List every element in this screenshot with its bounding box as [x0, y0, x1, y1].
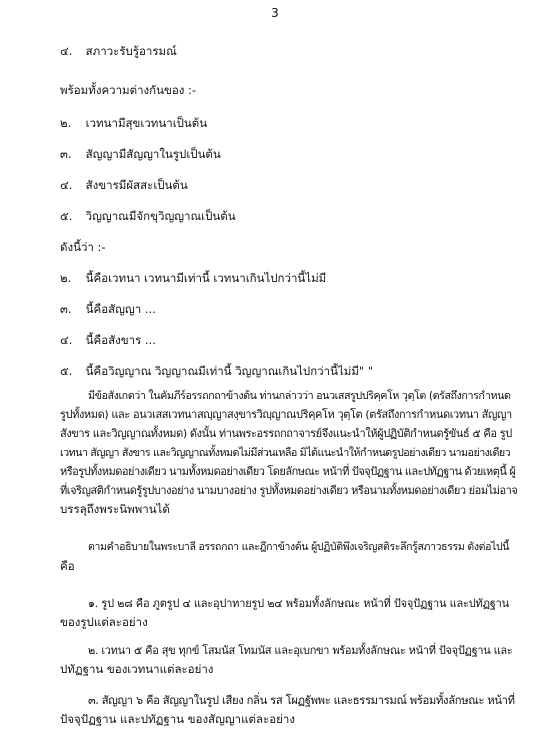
list-text: วิญญาณมีจักขุวิญญาณเป็นต้น [85, 209, 236, 223]
list-item [60, 44, 177, 59]
list-number: ๒. [60, 271, 72, 285]
list-item [60, 333, 156, 348]
enum-line: ปัจจุปัฏฐาน และปทัฏฐาน ของสัญญาแต่ละอย่าง [60, 712, 295, 726]
list-number: ๕. [60, 364, 73, 378]
list-number: ๒. [60, 116, 72, 130]
list-item [60, 302, 156, 317]
enum-line: ๑. รูป ๒๘ คือ ภูตรูป ๔ และอุปาทายรูป ๒๔ พร้อมทั้งลักษณะ หน้าที่ ปัจจุปัฏฐาน และปทัฏฐาน [88, 597, 509, 610]
list-number: ๔. [60, 333, 73, 347]
list-text: สภาวะรับรู้อารมณ์ [85, 44, 177, 58]
list-item [60, 178, 188, 193]
paragraph-line: ตามคำอธิบายในพระบาลี อรรถกถา และฎีกาข้างต้น ผู้ปฏิบัติพึงเจริญสติระลึกรู้สภาวธรรม ดังต่อไปนี้ [88, 541, 510, 553]
list-text: สัญญามีสัญญาในรูปเป็นต้น [85, 147, 221, 161]
paragraph-line: บรรลุถึงพระนิพพานได้ [60, 502, 170, 516]
paragraph-line: เวทนา สัญญา สังขาร และวิญญาณทั้งหมดไม่มีส่วนเหลือ มิได้แนะนำให้กำหนดรูปอย่างเดียว นามอย่างเดียว [60, 446, 511, 459]
paragraph-line: รูปทั้งหมด) และ อนวเสสเวทนาสญฺญาสงฺขารวิญฺญาณปริคฺคโห วุตฺโต (ตรัสถึงการกำหนดเวทนา สัญญา [60, 408, 512, 421]
list-text: นี้คือเวทนา เวทนามีเท่านี้ เวทนาเกินไปกว่านี้ไม่มี [85, 271, 327, 285]
list-item [60, 364, 373, 379]
list-text: เวทนามีสุขเวทนาเป็นต้น [85, 116, 208, 130]
list-item [60, 209, 236, 224]
enum-line: ๒. เวทนา ๕ คือ สุข ทุกข์ โสมนัส โทมนัส และอุเบกขา พร้อมทั้งลักษณะ หน้าที่ ปัจจุปัฏฐาน และ [88, 644, 513, 657]
list-number: ๔. [60, 178, 73, 192]
paragraph-line: ที่เจริญสติกำหนดรู้รูปบางอย่าง นามบางอย่าง รูปทั้งหมดอย่างเดียว หรือนามทั้งหมดอย่างเดียว ย่อมไม่อาจ [60, 484, 518, 497]
paragraph-line: คือ [60, 559, 75, 573]
differences-heading: พร้อมทั้งความต่างกันของ :- [60, 83, 197, 97]
enum-line: ของรูปแต่ละอย่าง [60, 615, 148, 629]
list-text: นี้คือสัญญา ... [85, 302, 156, 316]
thus-heading: ดังนี้ว่า :- [60, 240, 106, 254]
list-text: นี้คือสังขาร ... [85, 333, 156, 347]
list-text: นี้คือวิญญาณ วิญญาณมีเท่านี้ วิญญาณเกินไปกว่านี้ไม่มี" " [85, 364, 374, 378]
list-item [60, 147, 221, 162]
list-text: สังขารมีผัสสะเป็นต้น [85, 178, 188, 192]
paragraph-line: มีข้อสังเกตว่า ในคัมภีร์อรรถกถาข้างต้น ท่านกล่าวว่า อนวเสสรูปปริคฺคโห วุตฺโต (ตรัสถึงการกำหนด [88, 389, 511, 402]
list-number: ๓. [60, 147, 72, 161]
list-item [60, 116, 207, 131]
enum-line: ปทัฏฐาน ของเวทนาแต่ละอย่าง [60, 662, 214, 676]
paragraph-line: สังขาร และวิญญาณทั้งหมด) ดังนั้น ท่านพระอรรถกถาจารย์จึงแนะนำให้ผู้ปฏิบัติกำหนดรู้ขันธ์ ๕ คือ รูป [60, 427, 512, 440]
list-number: ๓. [60, 302, 72, 316]
list-item [60, 271, 326, 286]
paragraph-line: หรือรูปทั้งหมดอย่างเดียว นามทั้งหมดอย่างเดียว โดยลักษณะ หน้าที่ ปัจจุปัฏฐาน และปทัฏฐาน ด้วยเหตุนี้ ผู้ [60, 465, 516, 478]
list-number: ๔. [60, 44, 73, 58]
page-number: 3 [271, 6, 279, 20]
enum-line: ๓. สัญญา ๖ คือ สัญญาในรูป เสียง กลิ่น รส โผฏฐัพพะ และธรรมารมณ์ พร้อมทั้งลักษณะ หน้าที่ [88, 694, 515, 707]
list-number: ๕. [60, 209, 73, 223]
